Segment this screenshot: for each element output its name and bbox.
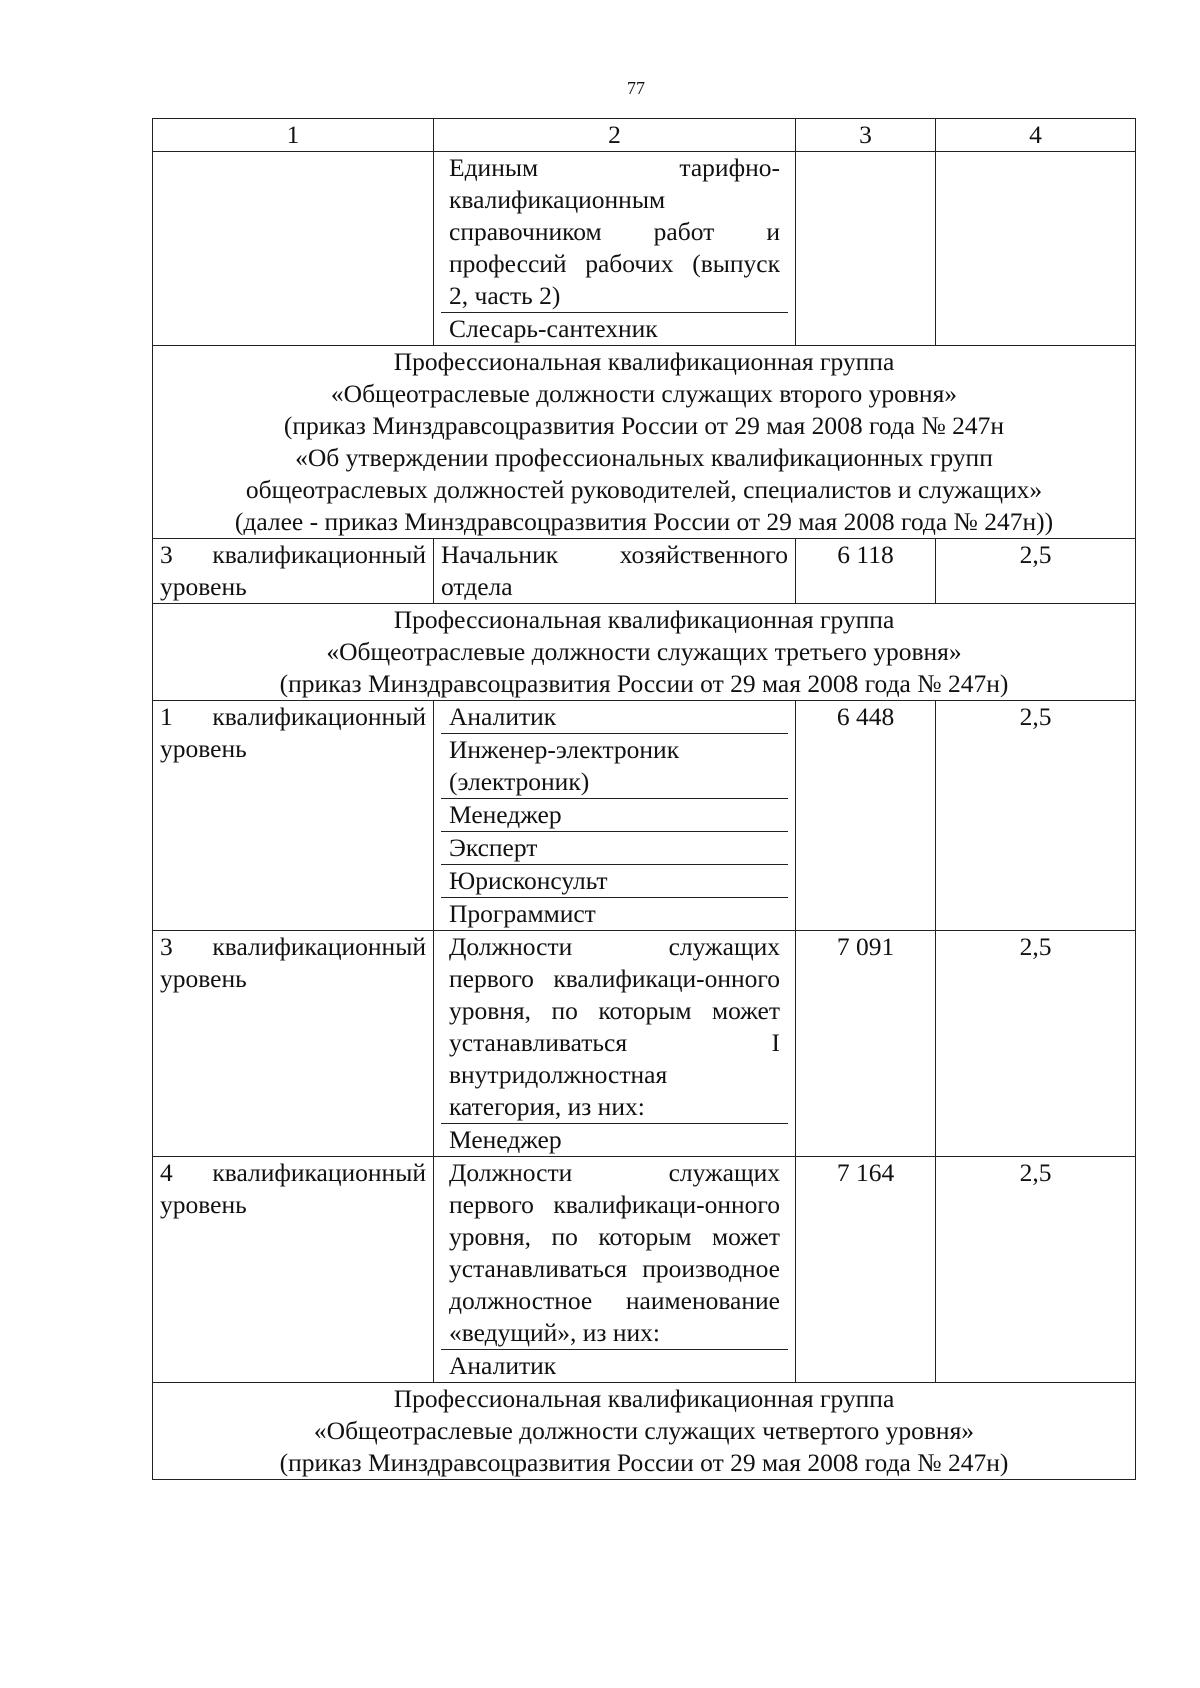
page-number: 77 (627, 78, 645, 98)
level-cell (153, 152, 434, 346)
group-heading-line: «Общеотраслевые должности служащих второго уровня» (330, 379, 958, 408)
group-heading-line: (приказ Минздравсоцразвития России от 29 мая 2008 года № 247н) (279, 669, 1009, 698)
group-heading-line: «Об утверждении профессиональных квалификационных групп (295, 443, 993, 472)
group-heading-line: «Общеотраслевые должности служащих четвертого уровня» (313, 1416, 975, 1445)
position-item: Программист (441, 897, 788, 930)
group-heading (153, 1383, 1136, 1480)
coef-cell: 2,5 (936, 701, 1136, 931)
level-cell: 3 квалификационный уровень (153, 931, 434, 1157)
table-row (153, 931, 1136, 1157)
position-item: Инженер-электроник (электроник) (441, 733, 788, 798)
table-row (153, 152, 1136, 346)
salary-cell: 7 091 (796, 931, 936, 1157)
group-heading-line: «Общеотраслевые должности служащих третьего уровня» (326, 637, 962, 666)
column-number: 1 (153, 119, 434, 152)
salary-table (152, 118, 1136, 1480)
coef-cell: 2,5 (936, 539, 1136, 604)
group-heading-line: общеотраслевых должностей руководителей, специалистов и служащих» (245, 475, 1043, 504)
position-cell (434, 931, 796, 1157)
group-heading-row (153, 1383, 1136, 1480)
group-heading-line: (приказ Минздравсоцразвития России от 29 мая 2008 года № 247н (283, 411, 1005, 440)
salary-cell (796, 152, 936, 346)
coef-cell: 2,5 (936, 931, 1136, 1157)
coef-cell (936, 152, 1136, 346)
group-heading-line: Профессиональная квалификационная группа (393, 605, 895, 634)
group-heading (153, 604, 1136, 701)
position-item: Аналитик (449, 702, 557, 731)
column-number-row (153, 119, 1136, 152)
position-cell: Начальник хозяйственного отдела (434, 539, 796, 604)
group-heading-line: Профессиональная квалификационная группа (393, 1384, 895, 1413)
position-item: Юрисконсульт (441, 864, 788, 897)
position-item: Слесарь-сантехник (441, 312, 788, 345)
group-heading-line: Профессиональная квалификационная группа (393, 347, 895, 376)
position-text: Единым тарифно-квалификационным справочником работ и профессий рабочих (выпуск 2, часть 2) (449, 153, 780, 310)
position-item: Менеджер (441, 1123, 788, 1156)
level-cell: 4 квалификационный уровень (153, 1157, 434, 1383)
group-heading-row (153, 346, 1136, 539)
table-row (153, 701, 1136, 931)
position-item: Менеджер (441, 798, 788, 831)
coef-cell: 2,5 (936, 1157, 1136, 1383)
column-number: 2 (434, 119, 796, 152)
salary-cell: 6 448 (796, 701, 936, 931)
group-heading (153, 346, 1136, 539)
position-text: Должности служащих первого квалификаци-онного уровня, по которым может устанавливаться I внутридолжностная категория, из них: (449, 932, 780, 1121)
salary-cell: 7 164 (796, 1157, 936, 1383)
table-row (153, 1157, 1136, 1383)
position-cell (434, 1157, 796, 1383)
position-cell (434, 701, 796, 931)
table-row (153, 539, 1136, 604)
position-text: Должности служащих первого квалификаци-онного уровня, по которым может устанавливаться производное должностное наименование «ведущий», из них: (449, 1158, 780, 1347)
level-cell: 3 квалификационный уровень (153, 539, 434, 604)
group-heading-row (153, 604, 1136, 701)
column-number: 4 (936, 119, 1136, 152)
salary-cell: 6 118 (796, 539, 936, 604)
position-item: Эксперт (441, 831, 788, 864)
group-heading-line: (приказ Минздравсоцразвития России от 29 мая 2008 года № 247н) (279, 1448, 1009, 1477)
position-cell (434, 152, 796, 346)
column-number: 3 (796, 119, 936, 152)
position-item: Аналитик (441, 1349, 788, 1382)
level-cell: 1 квалификационный уровень (153, 701, 434, 931)
group-heading-line: (далее - приказ Минздравсоцразвития России от 29 мая 2008 года № 247н)) (234, 507, 1054, 536)
